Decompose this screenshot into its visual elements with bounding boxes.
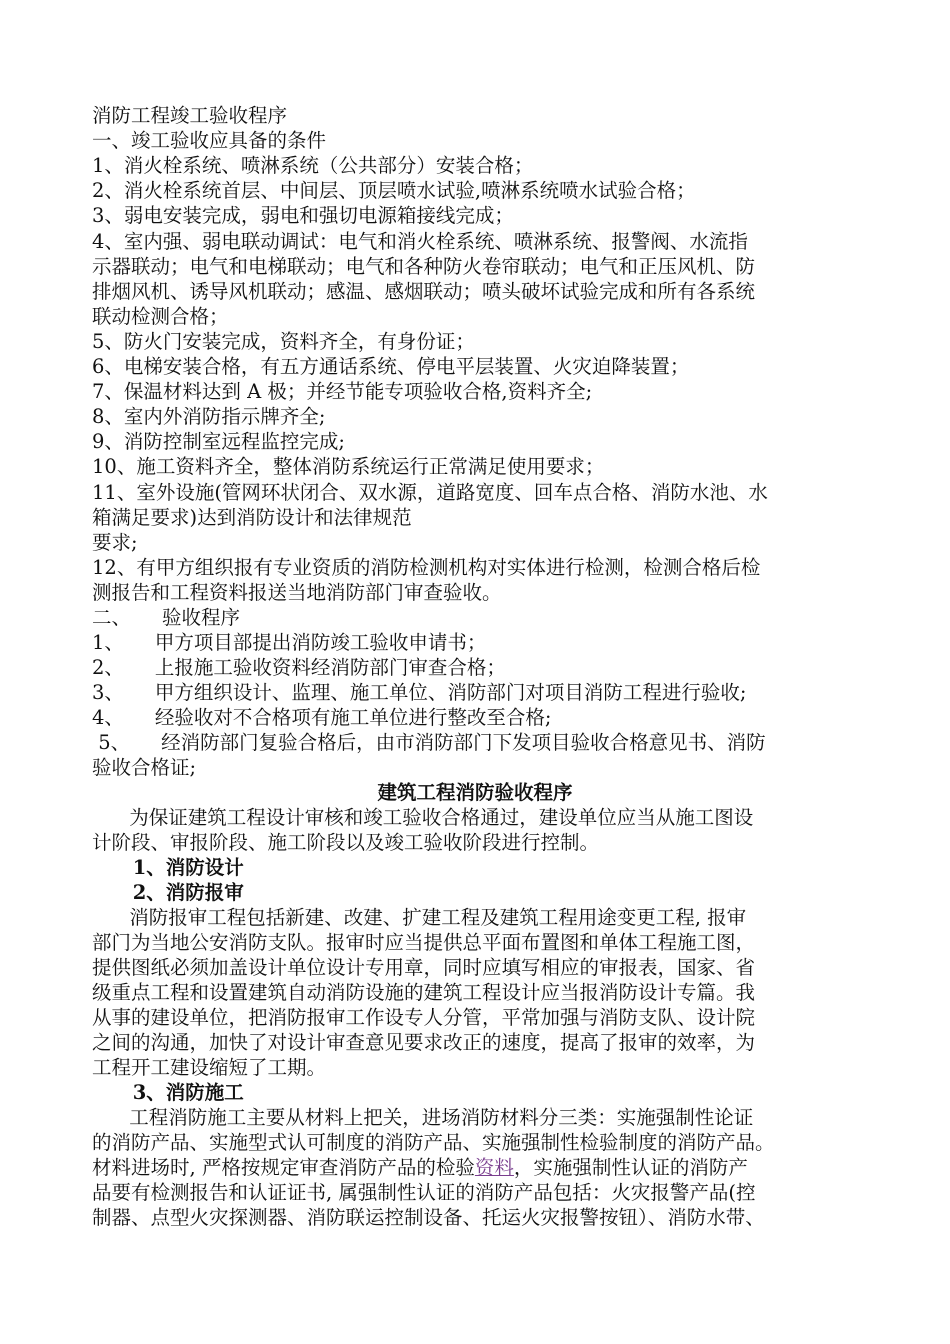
condition-line: 联动检测合格； — [92, 305, 229, 328]
condition-line: 8、室内外消防指示牌齐全; — [92, 405, 326, 428]
heading-fire-report: 2、消防报审 — [92, 881, 244, 904]
report-line: 级重点工程和设置建筑自动消防设施的建筑工程设计应当报消防设计专篇。我 — [92, 981, 756, 1004]
condition-line: 6、电梯安装合格，有五方通话系统、停电平层装置、火灾迫降装置； — [92, 355, 690, 378]
materials-link[interactable]: 资料 — [474, 1156, 514, 1179]
construction-text-after: ，实施强制性认证的消防产 — [513, 1156, 748, 1179]
report-line: 提供图纸必须加盖设计单位设计专用章，同时应填写相应的审报表，国家、省 — [92, 956, 756, 979]
condition-line: 示器联动；电气和电梯联动；电气和各种防火卷帘联动；电气和正压风机、防 — [92, 255, 756, 278]
condition-line: 12、有甲方组织报有专业资质的消防检测机构对实体进行检测，检测合格后检 — [92, 556, 761, 579]
intro-line: 为保证建筑工程设计审核和竣工验收合格通过，建设单位应当从施工图设 — [92, 806, 754, 829]
condition-line: 排烟风机、诱导风机联动；感温、感烟联动；喷头破坏试验完成和所有各系统 — [92, 280, 756, 303]
procedure-line: 4、 经验收对不合格项有施工单位进行整改至合格; — [92, 706, 552, 729]
construction-text-before: 材料进场时, 严格按规定审查消防产品的检验 — [92, 1156, 475, 1179]
subtitle: 建筑工程消防验收程序 — [377, 781, 573, 804]
construction-line: 品要有检测报告和认证证书, 属强制性认证的消防产品包括：火灾报警产品(控 — [92, 1181, 756, 1204]
section-heading-conditions: 一、竣工验收应具备的条件 — [92, 129, 327, 152]
condition-line: 测报告和工程资料报送当地消防部门审查验收。 — [92, 581, 502, 604]
condition-line: 3、弱电安装完成，弱电和强切电源箱接线完成； — [92, 204, 514, 227]
construction-line-with-link — [92, 1156, 748, 1181]
condition-line: 11、室外设施(管网环状闭合、双水源，道路宽度、回车点合格、消防水池、水 — [92, 481, 768, 504]
condition-line: 4、室内强、弱电联动调试：电气和消火栓系统、喷淋系统、报警阀、水流指 — [92, 230, 748, 253]
procedure-line: 2、 上报施工验收资料经消防部门审查合格； — [92, 656, 506, 679]
construction-line: 工程消防施工主要从材料上把关，进场消防材料分三类：实施强制性论证 — [92, 1106, 754, 1129]
procedure-line: 1、 甲方项目部提出消防竣工验收申请书； — [92, 631, 487, 654]
heading-fire-construction: 3、消防施工 — [92, 1081, 244, 1104]
condition-line: 9、消防控制室远程监控完成; — [92, 430, 345, 453]
condition-line: 10、施工资料齐全，整体消防系统运行正常满足使用要求； — [92, 455, 605, 478]
condition-line: 7、保温材料达到 A 极；并经节能专项验收合格,资料齐全; — [92, 380, 593, 403]
report-line: 之间的沟通，加快了对设计审查意见要求改正的速度，提高了报审的效率，为 — [92, 1031, 756, 1054]
condition-line: 2、消火栓系统首层、中间层、顶层喷水试验,喷淋系统喷水试验合格； — [92, 179, 696, 202]
condition-line: 箱满足要求)达到消防设计和法律规范 — [92, 506, 412, 529]
intro-line: 计阶段、审报阶段、施工阶段以及竣工验收阶段进行控制。 — [92, 831, 600, 854]
procedure-line: 3、 甲方组织设计、监理、施工单位、消防部门对项目消防工程进行验收; — [92, 681, 747, 704]
procedure-line: 5、 经消防部门复验合格后，由市消防部门下发项目验收合格意见书、消防 — [92, 731, 766, 754]
condition-line: 1、消火栓系统、喷淋系统（公共部分）安装合格； — [92, 154, 534, 177]
report-line: 工程开工建设缩短了工期。 — [92, 1056, 327, 1079]
document-title: 消防工程竣工验收程序 — [92, 104, 288, 127]
construction-line: 制器、点型火灾探测器、消防联运控制设备、托运火灾报警按钮）、消防水带、 — [92, 1206, 765, 1229]
heading-fire-design: 1、消防设计 — [92, 856, 244, 879]
condition-line: 5、防火门安装完成，资料齐全，有身份证； — [92, 330, 475, 353]
condition-line: 要求; — [92, 531, 138, 554]
section-heading-procedure: 二、 验收程序 — [92, 606, 240, 629]
construction-line: 的消防产品、实施型式认可制度的消防产品、实施强制性检验制度的消防产品。 — [92, 1131, 775, 1154]
procedure-line: 验收合格证; — [92, 756, 197, 779]
report-line: 消防报审工程包括新建、改建、扩建工程及建筑工程用途变更工程, 报审 — [92, 906, 747, 929]
report-line: 从事的建设单位，把消防报审工作设专人分管，平常加强与消防支队、设计院 — [92, 1006, 756, 1029]
report-line: 部门为当地公安消防支队。报审时应当提供总平面布置图和单体工程施工图， — [92, 931, 756, 954]
